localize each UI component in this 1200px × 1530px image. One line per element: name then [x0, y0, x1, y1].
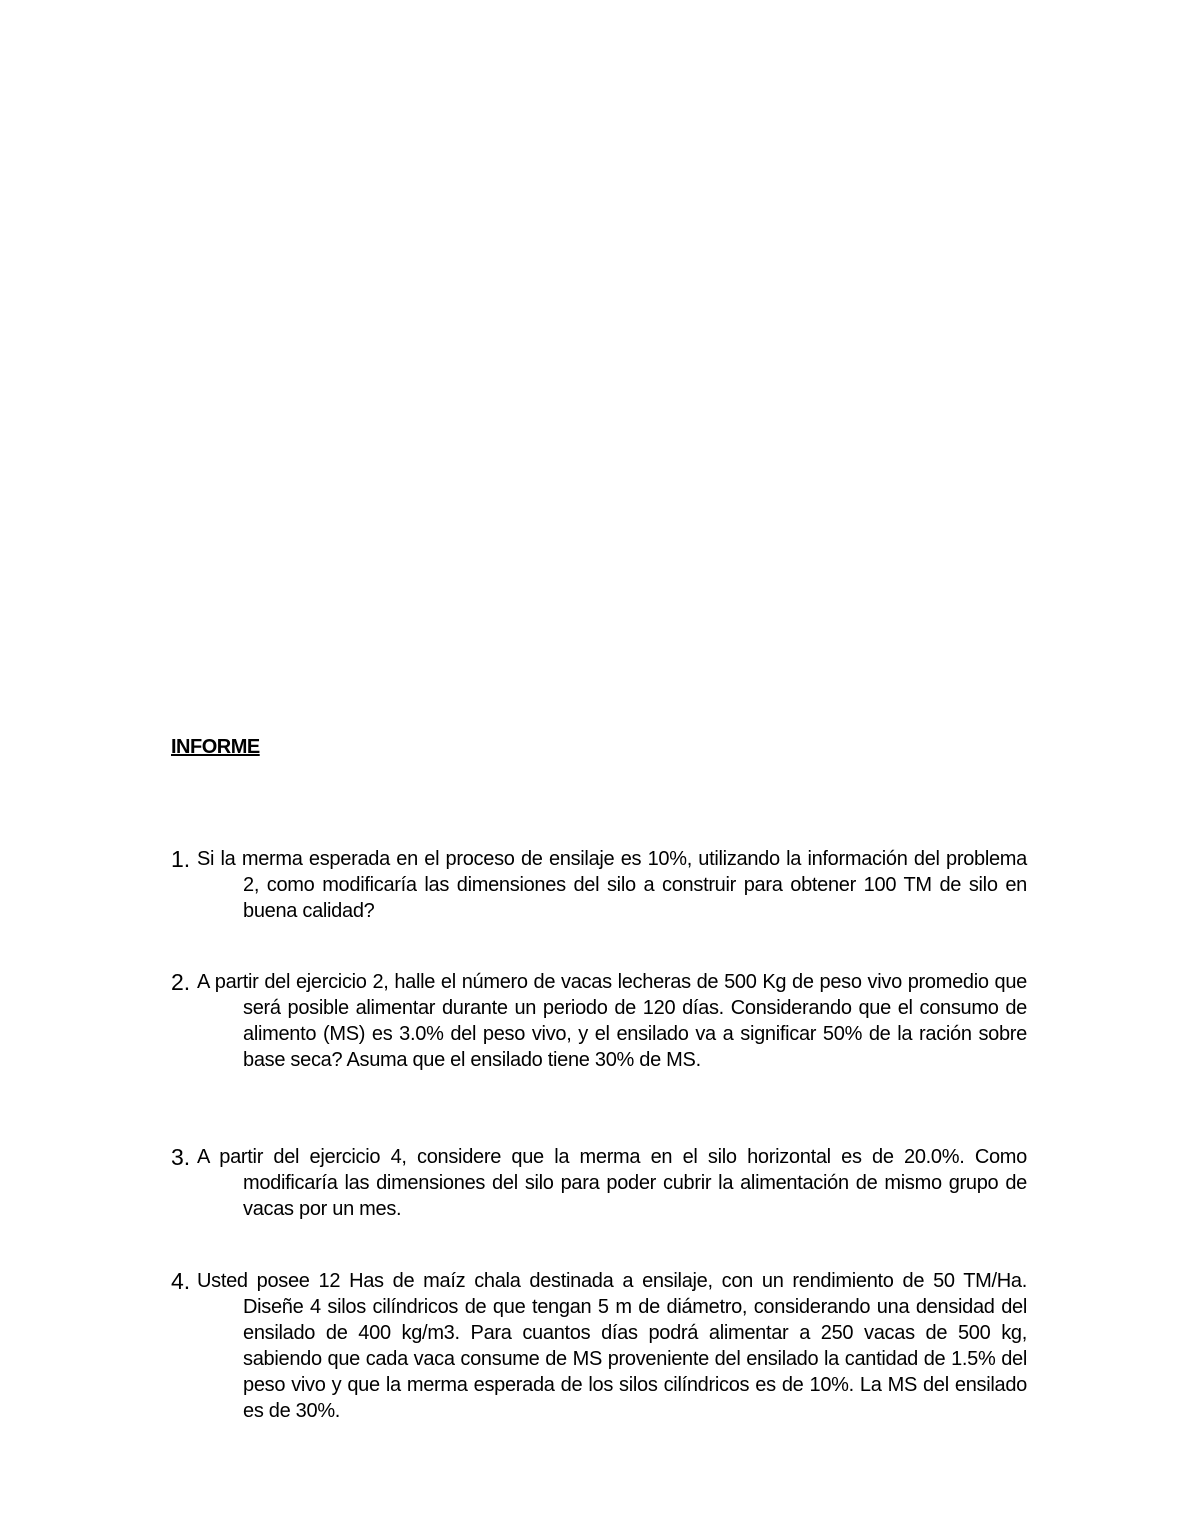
- question-item: [171, 846, 1027, 924]
- question-item: [171, 969, 1027, 1073]
- question-item: [171, 1144, 1027, 1222]
- question-text: A partir del ejercicio 4, considere que la merma en el silo horizontal es de 20.0%. Como modificaría las dimensiones del silo para poder cubrir la alimentación de mismo grupo de vacas por un mes.: [197, 1146, 1027, 1220]
- question-text: A partir del ejercicio 2, halle el número de vacas lecheras de 500 Kg de peso vivo promedio que será posible alimentar durante un periodo de 120 días. Considerando que el consumo de alimento (MS) es 3.0% del peso vivo, y el ensilado va a significar 50% de la ración sobre base seca? Asuma que el ensilado tiene 30% de MS.: [197, 971, 1027, 1071]
- question-item: [171, 1268, 1027, 1424]
- question-number: 1.: [171, 846, 191, 872]
- question-number: 2.: [171, 969, 191, 995]
- question-number: 4.: [171, 1268, 191, 1294]
- question-text: Si la merma esperada en el proceso de ensilaje es 10%, utilizando la información del problema 2, como modificaría las dimensiones del silo a construir para obtener 100 TM de silo en buena calidad?: [197, 848, 1027, 922]
- question-number: 3.: [171, 1144, 191, 1170]
- page-title: INFORME: [171, 736, 260, 758]
- question-text: Usted posee 12 Has de maíz chala destinada a ensilaje, con un rendimiento de 50 TM/Ha. Diseñe 4 silos cilíndricos de que tengan 5 m de diámetro, considerando una densidad del ensilado de 400 kg/m3. Para cuantos días podrá alimentar a 250 vacas de 500 kg, sabiendo que cada vaca consume de MS proveniente del ensilado la cantidad de 1.5% del peso vivo y que la merma esperada de los silos cilíndricos es de 10%. La MS del ensilado es de 30%.: [197, 1270, 1027, 1422]
